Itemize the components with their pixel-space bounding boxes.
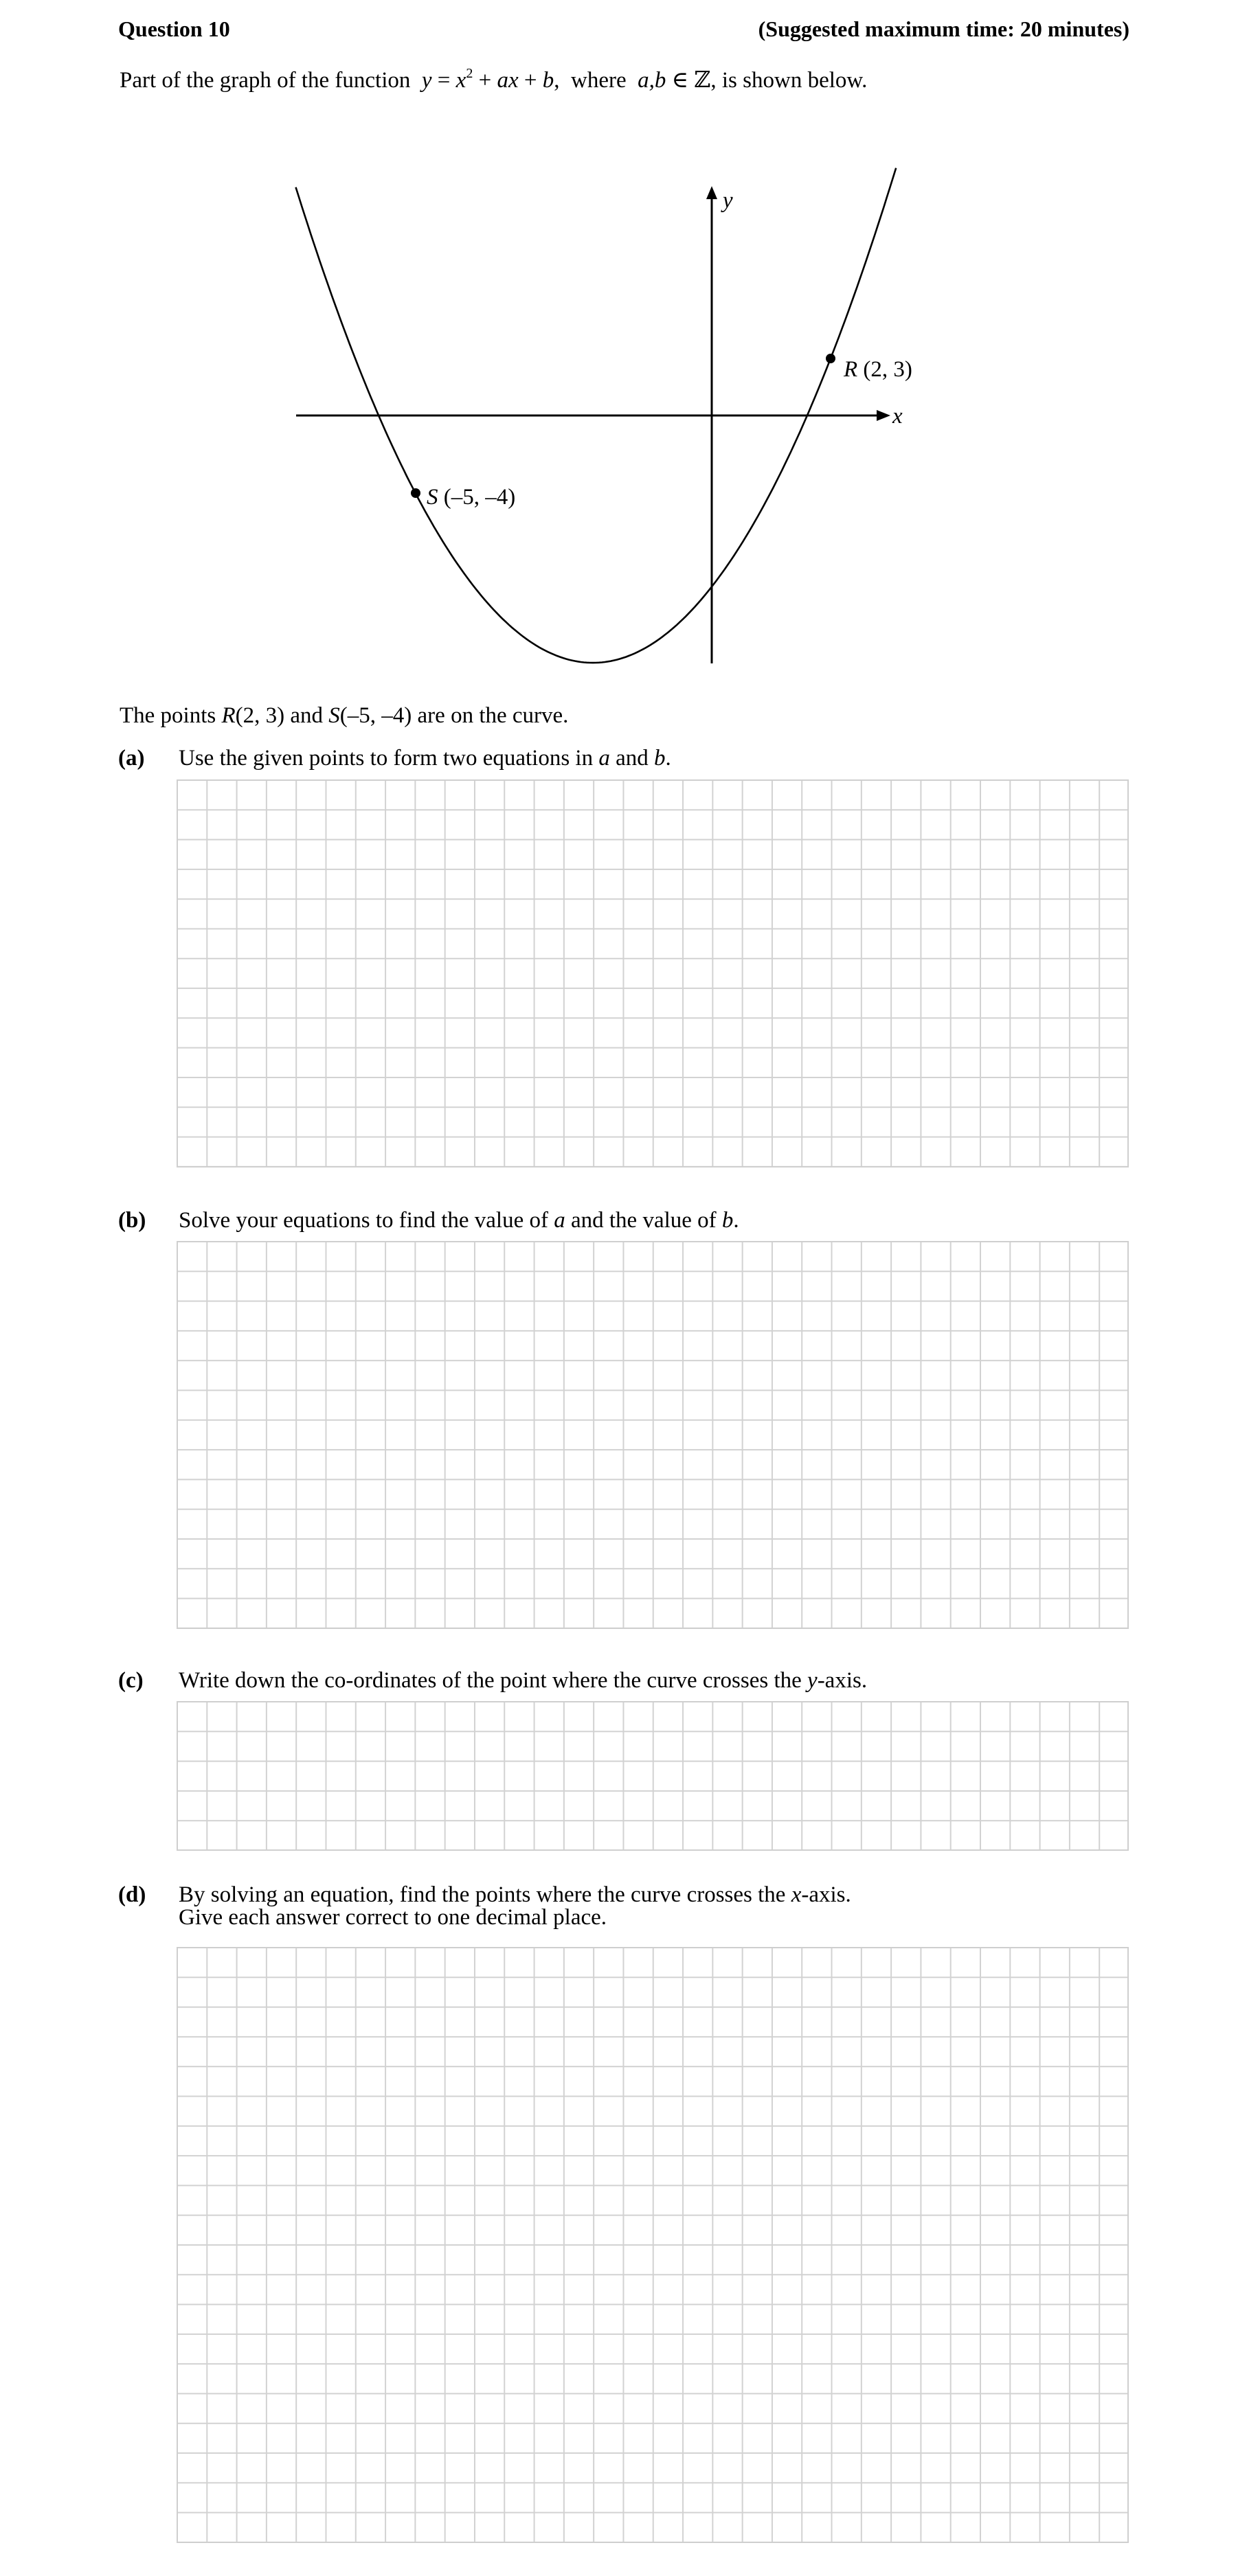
answer-grid-a[interactable] [177, 779, 1129, 1167]
intro-where: where [570, 68, 627, 93]
x-axis-label: x [892, 404, 903, 429]
answer-grid-b[interactable] [177, 1241, 1129, 1629]
y-axis-arrow-icon [706, 186, 717, 199]
eq-plus2: + [518, 68, 543, 93]
eq-b: b [542, 68, 554, 93]
point-s-label: S (–5, –4) [427, 485, 516, 510]
point-r-marker [826, 354, 835, 363]
part-d-label: (d) [118, 1882, 146, 1907]
part-a-label: (a) [118, 746, 145, 771]
point-s-marker [411, 488, 420, 498]
intro-prefix: Part of the graph of the function [120, 68, 411, 93]
eq-y: y [421, 68, 432, 93]
intro-suffix: , is shown below. [710, 68, 868, 93]
question-title: Question 10 [118, 16, 230, 41]
eq-equals: = [431, 68, 456, 93]
eq-exponent: 2 [466, 66, 473, 81]
part-a-question: Use the given points to form two equations in a and b. [179, 746, 671, 771]
part-d-instruction: Give each answer correct to one decimal place. [179, 1905, 607, 1930]
eq-comma: , [554, 68, 560, 93]
eq-x: x [455, 68, 466, 93]
part-b-question: Solve your equations to find the value of a and the value of b. [179, 1208, 739, 1233]
answer-grid-c[interactable] [177, 1701, 1129, 1851]
part-c-question: Write down the co-ordinates of the point where the curve crosses the y-axis. [179, 1668, 868, 1693]
answer-grid-d[interactable] [177, 1947, 1129, 2543]
intro-ab: a,b [638, 68, 666, 93]
parabola-graph [0, 0, 1249, 687]
eq-plus1: + [473, 68, 497, 93]
part-b-label: (b) [118, 1208, 146, 1233]
y-axis-label: y [723, 188, 733, 213]
eq-ax: ax [497, 68, 519, 93]
point-r-label: R (2, 3) [844, 357, 912, 382]
suggested-time: (Suggested maximum time: 20 minutes) [758, 16, 1129, 41]
part-d-question: By solving an equation, find the points where the curve crosses the x-axis. [179, 1882, 851, 1907]
part-c-label: (c) [118, 1668, 144, 1693]
x-axis-arrow-icon [877, 410, 890, 421]
points-statement: The points R(2, 3) and S(–5, –4) are on the curve. [120, 703, 569, 728]
intro-in-z: ∈ ℤ [666, 68, 711, 93]
